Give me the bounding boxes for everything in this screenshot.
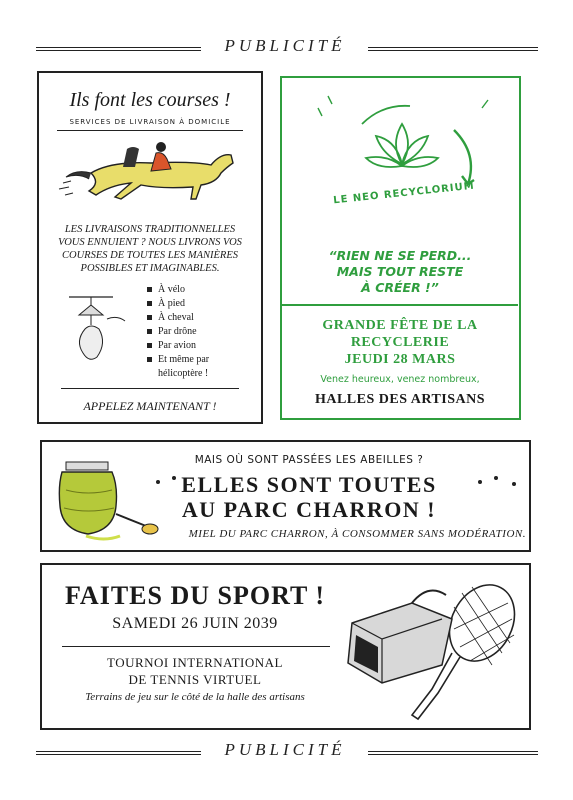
footer-rule-left	[36, 751, 201, 755]
option-item: À pied	[147, 297, 257, 311]
recycle-logo-icon	[302, 84, 502, 234]
sport-ad	[40, 563, 531, 730]
sport-note: Terrains de jeu sur le côté de la halle des artisans	[85, 691, 305, 703]
vr-headset-racket-illustration	[342, 573, 524, 723]
option-item: À vélo	[147, 283, 257, 297]
honey-tagline: MIEL DU PARC CHARRON, À CONSOMMER SANS MODÉRATION.	[188, 528, 526, 540]
recycle-event-2: RECYCLERIE	[350, 335, 450, 350]
recycle-tagline: Venez heureux, venez nombreux,	[320, 374, 480, 385]
footer-rule-right	[368, 751, 538, 755]
honey-ad	[40, 440, 531, 552]
recycle-logo-text: LE NEO RECYCLORIUM	[332, 180, 476, 207]
option-item: À cheval	[147, 311, 257, 325]
delivery-ad	[37, 71, 263, 424]
recycle-slogan-2: MAIS TOUT RESTE	[336, 264, 464, 279]
option-item: Par avion	[147, 339, 257, 353]
delivery-cta-rule	[61, 388, 239, 389]
delivery-options-list	[147, 283, 257, 381]
sport-date: SAMEDI 26 JUIN 2039	[112, 615, 278, 632]
delivery-title: Ils font les courses !	[69, 89, 231, 111]
recycle-slogan-3: À CRÉER !”	[361, 280, 439, 295]
sport-event-2: DE TENNIS VIRTUEL	[128, 672, 262, 687]
recycle-ad	[280, 76, 521, 420]
delivery-body: LES LIVRAISONS TRADITIONNELLES VOUS ENNUIENT ? NOUS LIVRONS VOS COURSES DE TOUTES LES MANIÈRES POSSIBLES ET IMAGINABLES.	[58, 224, 242, 274]
footer-label: PUBLICITÉ	[224, 740, 346, 759]
delivery-cta: APPELEZ MAINTENANT !	[83, 399, 217, 413]
honey-headline-2: AU PARC CHARRON !	[181, 497, 437, 522]
recycle-event-3: JEUDI 28 MARS	[344, 352, 456, 367]
recycle-event-1: GRANDE FÊTE DE LA	[322, 318, 478, 333]
delivery-subtitle: SERVICES DE LIVRAISON À DOMICILE	[69, 118, 231, 126]
sport-event-1: TOURNOI INTERNATIONAL	[107, 655, 283, 670]
sport-headline: FAITES DU SPORT !	[64, 581, 325, 610]
delivery-subtitle-rule	[57, 130, 243, 131]
option-item: Par drône	[147, 325, 257, 339]
drone-illustration	[61, 291, 131, 371]
recycle-slogan-1: “RIEN NE SE PERD...	[328, 248, 472, 263]
header-rule-left	[36, 47, 201, 51]
honey-headline-1: ELLES SONT TOUTES	[181, 472, 437, 497]
recycle-divider	[282, 304, 518, 306]
bees-icon-right	[472, 472, 528, 496]
header-rule-right	[368, 47, 538, 51]
honey-question: MAIS OÙ SONT PASSÉES LES ABEILLES ?	[194, 454, 424, 466]
horse-rider-illustration	[51, 133, 251, 213]
recycle-venue: HALLES DES ARTISANS	[314, 392, 486, 407]
option-item: Et même par hélicoptère !	[147, 353, 257, 381]
header-label: PUBLICITÉ	[224, 36, 346, 55]
sport-rule	[62, 646, 330, 647]
